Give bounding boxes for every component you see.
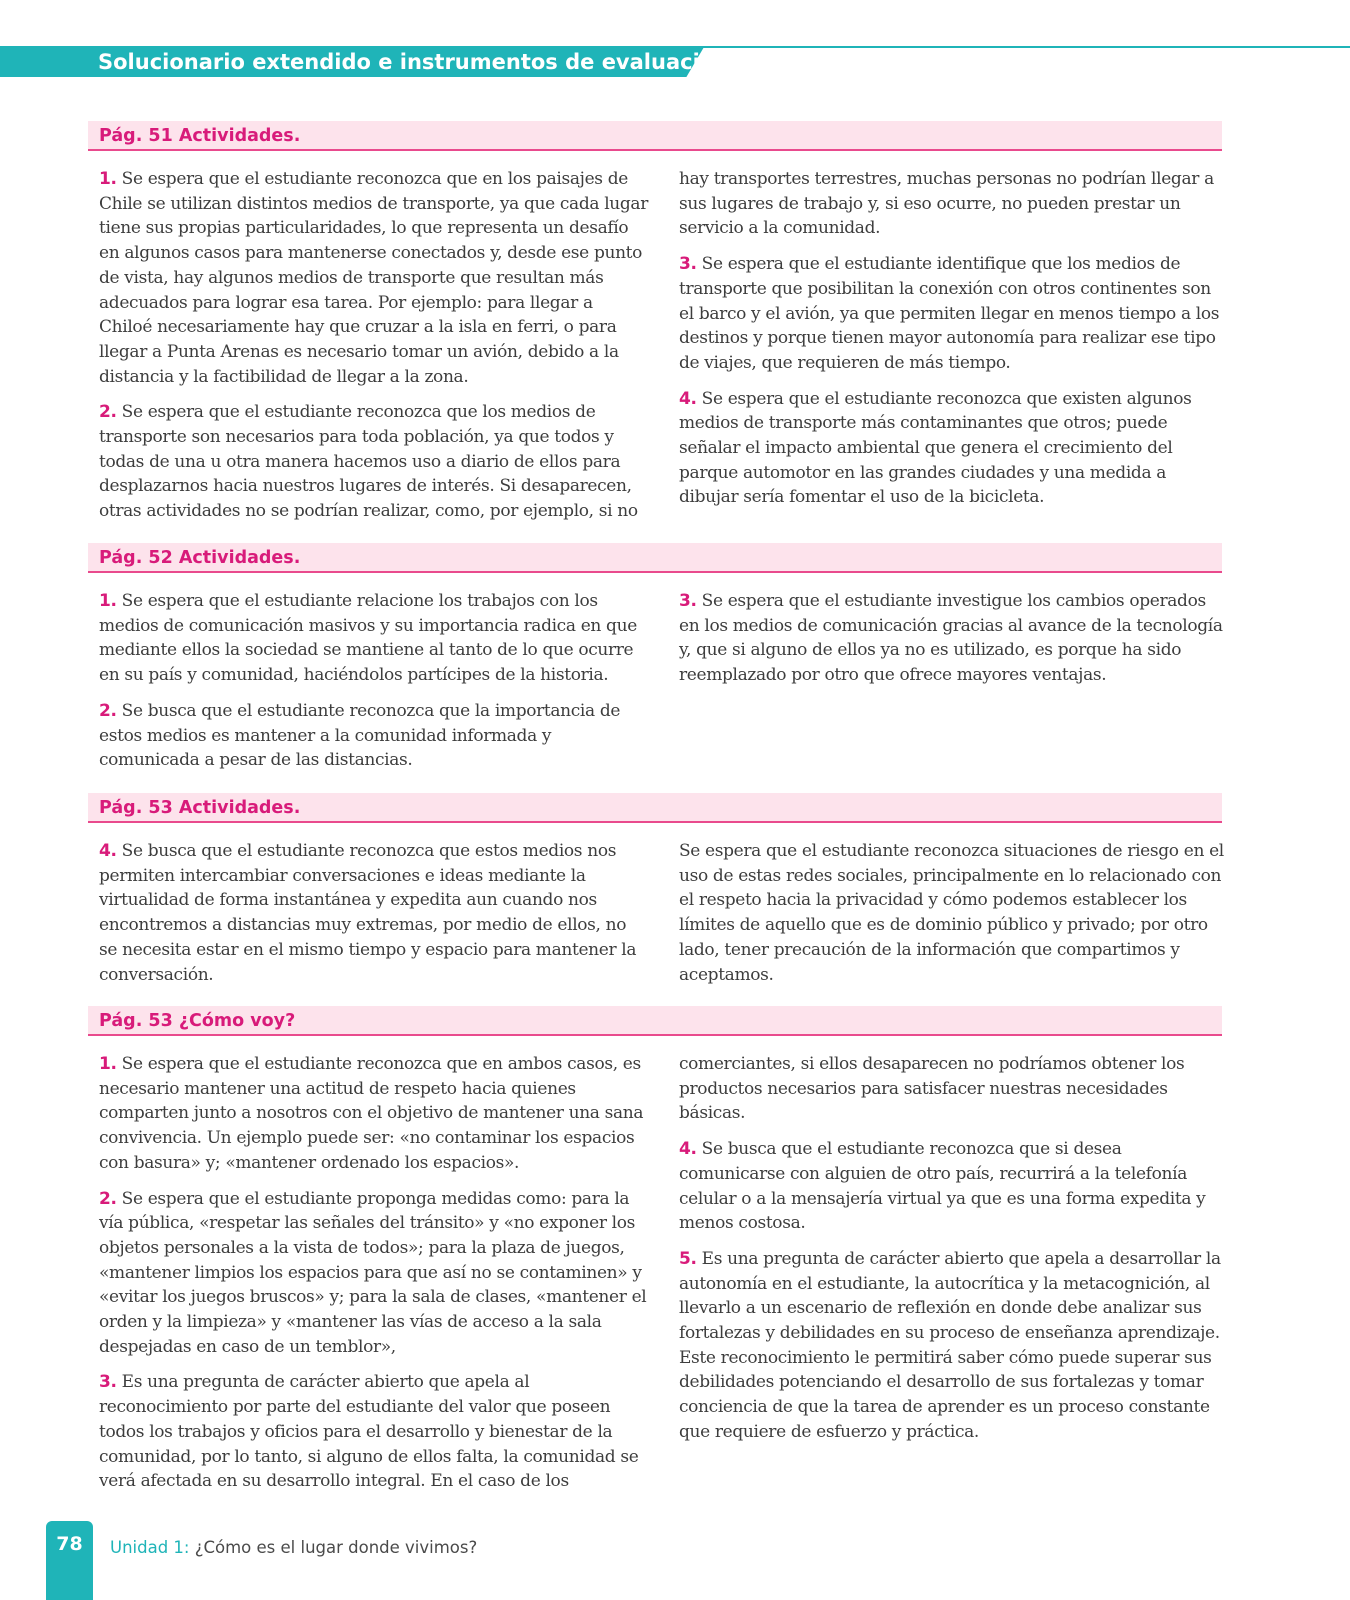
answer-text: Se busca que el estudiante reconozca que si desea comunicarse con alguien de otro país, recurrirá a la telefonía celular o a la mensajería virtual ya que es una forma expedita y menos costosa. bbox=[679, 1139, 1206, 1234]
section-title: Pág. 51 Actividades. bbox=[99, 126, 301, 146]
answer-text: Se espera que el estudiante reconozca que en los paisajes de Chile se utilizan distintos medios de transporte, ya que cada lugar tiene sus propias particularidades, lo que representa un desafío en algunos casos para mantenerse conectados y, desde ese punto de vista, hay algunos medios de transporte que resultan más adecuados para lograr esa tarea. Por ejemplo: para llegar a Chiloé necesariamente hay que cruzar a la isla en ferri, o para llegar a Punta Arenas es necesario tomar un avión, debido a la distancia y la factibilidad de llegar a la zona. bbox=[99, 169, 648, 387]
answer-text: Se espera que el estudiante reconozca que los medios de transporte son necesarios para toda población, ya que todos y todas de una u otra manera hacemos uso a diario de ellos para desplazarnos hacia nuestros lugares de interés. Si desaparecen, otras actividades no se podrían realizar, como, por ejemplo, si no bbox=[99, 402, 638, 522]
answer-text: Es una pregunta de carácter abierto que apela a desarrollar la autonomía en el estudiante, la autocrítica y la metacognición, al llevarlo a un escenario de reflexión en donde debe analizar sus fortalezas y debilidades en su proceso de enseñanza aprendizaje. Este reconocimiento le permitirá saber cómo puede superar sus debilidades potenciando el desarrollo de sus fortalezas y tomar conciencia de que la tarea de aprender es un proceso constante que requiere de esfuerzo y práctica. bbox=[679, 1248, 1221, 1442]
section-header-p52 bbox=[88, 543, 1222, 573]
section-header-p51 bbox=[88, 121, 1222, 151]
answer-number: 3. bbox=[679, 591, 697, 611]
section-p53-right-column bbox=[679, 839, 1229, 998]
answer-paragraph bbox=[99, 839, 649, 987]
section-title: Pág. 53 Actividades. bbox=[99, 798, 301, 818]
answer-number: 4. bbox=[99, 841, 117, 861]
answer-text: Se espera que el estudiante reconozca situaciones de riesgo en el uso de estas redes sociales, principalmente en lo relacionado con el respeto hacia la privacidad y cómo podemos establecer los límites de aquello que es de dominio público y privado; por otro lado, tener precaución de la información que compartimos y aceptamos. bbox=[679, 841, 1224, 985]
section-como-voy-left-column bbox=[99, 1052, 649, 1505]
section-title: Pág. 52 Actividades. bbox=[99, 548, 301, 568]
answer-text: Se busca que el estudiante reconozca que estos medios nos permiten intercambiar conversaciones e ideas mediante la virtualidad de forma instantánea y expedita aun cuando nos encontremos a distancias muy extremas, por medio de ellos, no se necesita estar en el mismo tiempo y espacio para mantener la conversación. bbox=[99, 841, 637, 985]
answer-number: 4. bbox=[679, 1139, 697, 1160]
answer-text: comerciantes, si ellos desaparecen no podríamos obtener los productos necesarios para satisfacer nuestras necesidades básicas. bbox=[679, 1054, 1185, 1124]
answer-text: Se busca que el estudiante reconozca que la importancia de estos medios es mantener a la comunidad informada y comunicada a pesar de las distancias. bbox=[99, 700, 621, 771]
answer-text: Se espera que el estudiante reconozca que existen algunos medios de transporte más contaminantes que otros; puede señalar el impacto ambiental que genera el crecimiento del parque automotor en las grandes ciudades y una medida a dibujar sería fomentar el uso de la bicicleta. bbox=[679, 388, 1192, 508]
answer-paragraph bbox=[99, 400, 649, 524]
answer-text: Se espera que el estudiante identifique que los medios de transporte que posibilitan la conexión con otros continentes son el barco y el avión, ya que permiten llegar en menos tiempo a los destinos y porque tienen mayor autonomía para realizar ese tipo de viajes, que requieren de más tiempo. bbox=[679, 254, 1220, 373]
answer-text: hay transportes terrestres, muchas personas no podrían llegar a sus lugares de trabajo y, si eso ocurre, no pueden prestar un servicio a la comunidad. bbox=[679, 169, 1214, 239]
answer-paragraph bbox=[679, 387, 1229, 511]
answer-paragraph bbox=[99, 167, 649, 389]
answer-paragraph bbox=[99, 699, 649, 773]
answer-paragraph bbox=[679, 252, 1229, 376]
answer-paragraph bbox=[99, 1187, 649, 1360]
section-title: Pág. 53 ¿Cómo voy? bbox=[99, 1011, 296, 1031]
footer-unit-title: ¿Cómo es el lugar donde vivimos? bbox=[189, 1538, 478, 1557]
answer-text: Se espera que el estudiante investigue los cambios operados en los medios de comunicación gracias al avance de la tecnología y, que si alguno de ellos ya no es utilizado, es porque ha sido reemplazado por otro que ofrece mayores ventajas. bbox=[679, 591, 1223, 686]
answer-paragraph bbox=[679, 1137, 1229, 1236]
answer-number: 3. bbox=[679, 254, 697, 275]
answer-paragraph bbox=[679, 1052, 1229, 1126]
page-number: 78 bbox=[56, 1533, 83, 1555]
answer-paragraph bbox=[679, 839, 1229, 987]
page-title: Solucionario extendido e instrumentos de evaluación bbox=[98, 50, 730, 74]
answer-number: 1. bbox=[99, 169, 117, 189]
section-p52-right-column bbox=[679, 589, 1229, 699]
section-como-voy-right-column bbox=[679, 1052, 1229, 1456]
section-header-p53 bbox=[88, 793, 1222, 823]
answer-number: 1. bbox=[99, 591, 117, 611]
answer-paragraph bbox=[679, 167, 1229, 241]
section-p53-left-column bbox=[99, 839, 649, 998]
answer-text: Es una pregunta de carácter abierto que apela al reconocimiento por parte del estudiante del valor que poseen todos los trabajos y oficios para el desarrollo y bienestar de la comunidad, por lo tanto, si alguno de ellos falta, la comunidad se verá afectada en su desarrollo integral. En el caso de los bbox=[99, 1372, 639, 1492]
answer-number: 2. bbox=[99, 1188, 117, 1209]
answer-text: Se espera que el estudiante reconozca que en ambos casos, es necesario mantener una actitud de respeto hacia quienes comparten junto a nosotros con el objetivo de mantener una sana convivencia. Un ejemplo puede ser: «no contaminar los espacios con basura» y; «mantener ordenado los espacios». bbox=[99, 1054, 644, 1173]
section-p52-left-column bbox=[99, 589, 649, 784]
page-number-tab bbox=[46, 1521, 93, 1600]
footer-unit-label: Unidad 1: bbox=[110, 1538, 190, 1557]
section-p51-right-column bbox=[679, 167, 1229, 521]
answer-number: 1. bbox=[99, 1054, 117, 1074]
section-p51-left-column bbox=[99, 167, 649, 535]
answer-paragraph bbox=[99, 589, 649, 688]
section-header-como-voy bbox=[88, 1006, 1222, 1036]
answer-number: 2. bbox=[99, 402, 117, 423]
answer-paragraph bbox=[99, 1052, 649, 1176]
answer-number: 3. bbox=[99, 1372, 117, 1393]
answer-number: 4. bbox=[679, 388, 697, 409]
answer-text: Se espera que el estudiante proponga medidas como: para la vía pública, «respetar las señales del tránsito» y «no exponer los objetos personales a la vista de todos»; para la plaza de juegos, «mantener limpios los espacios para que así no se contaminen» y «evitar los juegos bruscos» y; para la sala de clases, «mantener el orden y la limpieza» y «mantener las vías de acceso a la sala despejadas en caso de un temblor», bbox=[99, 1188, 647, 1357]
footer-unit bbox=[110, 1538, 477, 1557]
answer-text: Se espera que el estudiante relacione los trabajos con los medios de comunicación masivos y su importancia radica en que mediante ellos la sociedad se mantiene al tanto de lo que ocurre en su país y comunidad, haciéndolos partícipes de la historia. bbox=[99, 591, 637, 686]
answer-paragraph bbox=[679, 589, 1229, 688]
answer-paragraph bbox=[679, 1247, 1229, 1445]
answer-paragraph bbox=[99, 1370, 649, 1494]
answer-number: 2. bbox=[99, 700, 117, 721]
answer-number: 5. bbox=[679, 1248, 697, 1269]
